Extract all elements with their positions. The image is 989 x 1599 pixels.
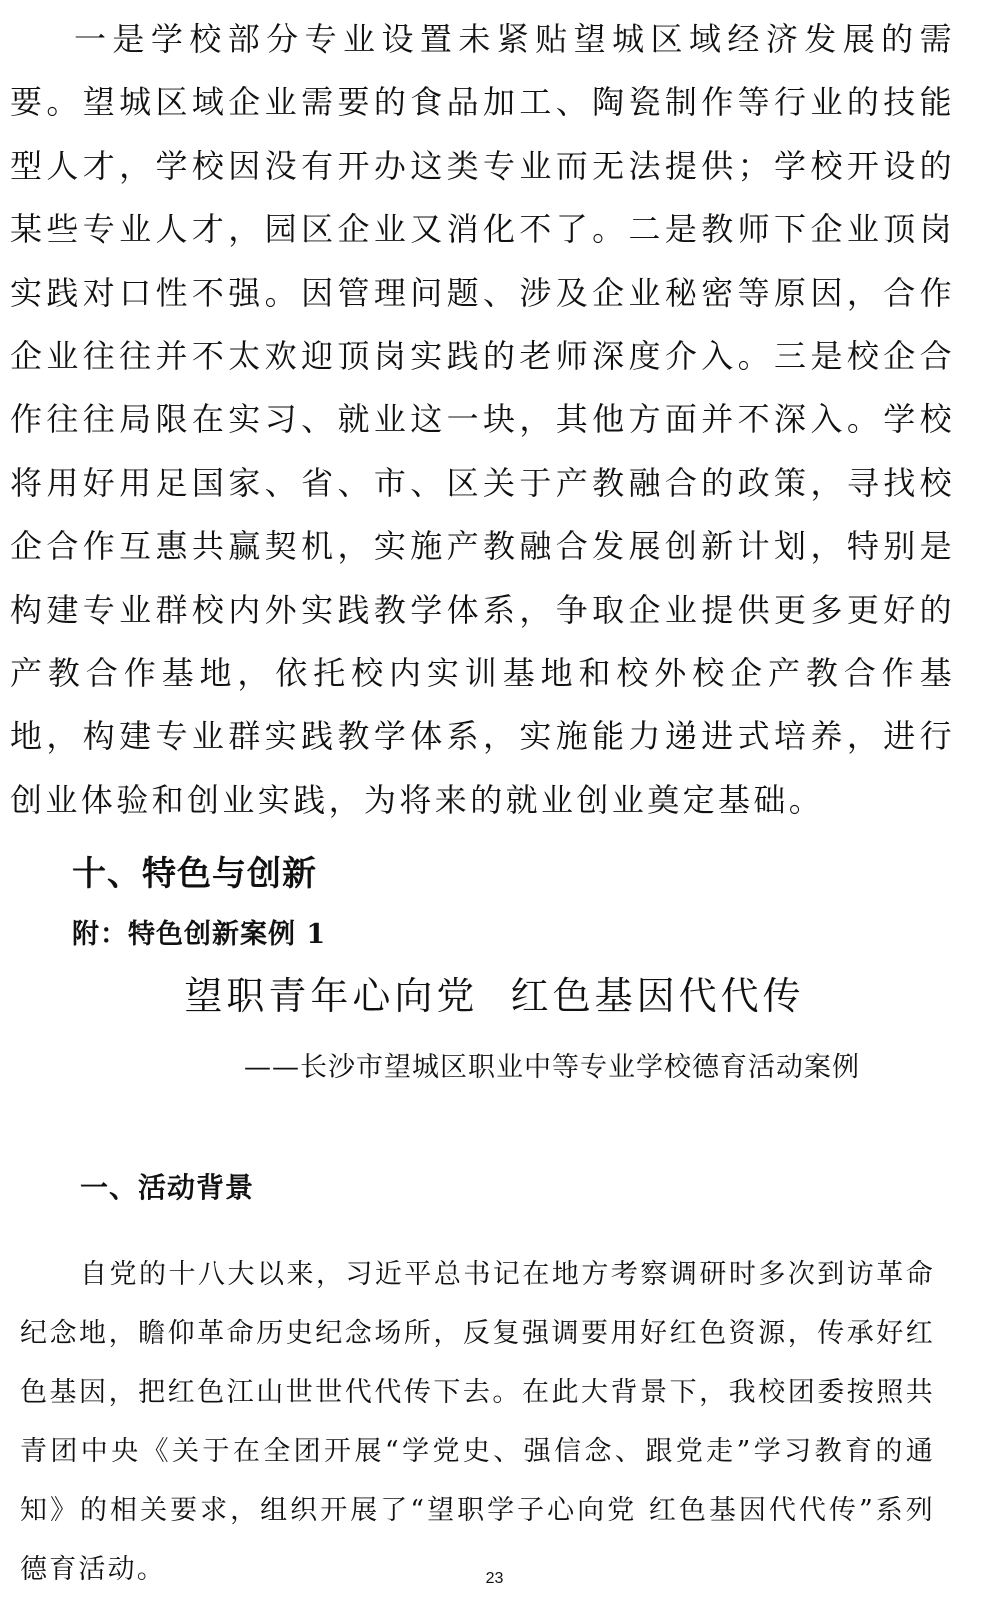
activity-background-heading: 一、活动背景 [80, 1171, 255, 1204]
case-subtitle: ——长沙市望城区职业中等专业学校德育活动案例 [244, 1052, 860, 1083]
attachment-label: 附：特色创新案例 1 [72, 919, 327, 950]
body-paragraph-background: 自党的十八大以来，习近平总书记在地方考察调研时多次到访革命纪念地，瞻仰革命历史纪念场所，反复强调要用好红色资源，传承好红色基因，把红色江山世世代代传下去。在此大背景下，我校团委按照共青团中央《关于在全团开展“学党史、强信念、跟党走”学习教育的通知》的相关要求，组织开展了“望职学子心向党 红色基因代代传”系列德育活动。 [20, 1259, 935, 1585]
page-number: 23 [485, 1570, 504, 1587]
section-heading: 十、特色与创新 [72, 854, 317, 894]
case-title: 望职青年心向党 红色基因代代传 [184, 974, 805, 1018]
body-paragraph-problems: 一是学校部分专业设置未紧贴望城区域经济发展的需要。望城区域企业需要的食品加工、陶瓷制作等行业的技能型人才，学校因没有开办这类专业而无法提供；学校开设的某些专业人才，园区企业又消化不了。二是教师下企业顶岗实践对口性不强。因管理问题、涉及企业秘密等原因，合作企业往往并不太欢迎顶岗实践的老师深度介入。三是校企合作往往局限在实习、就业这一块，其他方面并不深入。学校将用好用足国家、省、市、区关于产教融合的政策，寻找校企合作互惠共赢契机，实施产教融合发展创新计划，特别是构建专业群校内外实践教学体系，争取企业提供更多更好的产教合作基地，依托校内实训基地和校外校企产教合作基地，构建专业群实践教学体系，实施能力递进式培养，进行创业体验和创业实践，为将来的就业创业奠定基础。 [10, 20, 955, 819]
